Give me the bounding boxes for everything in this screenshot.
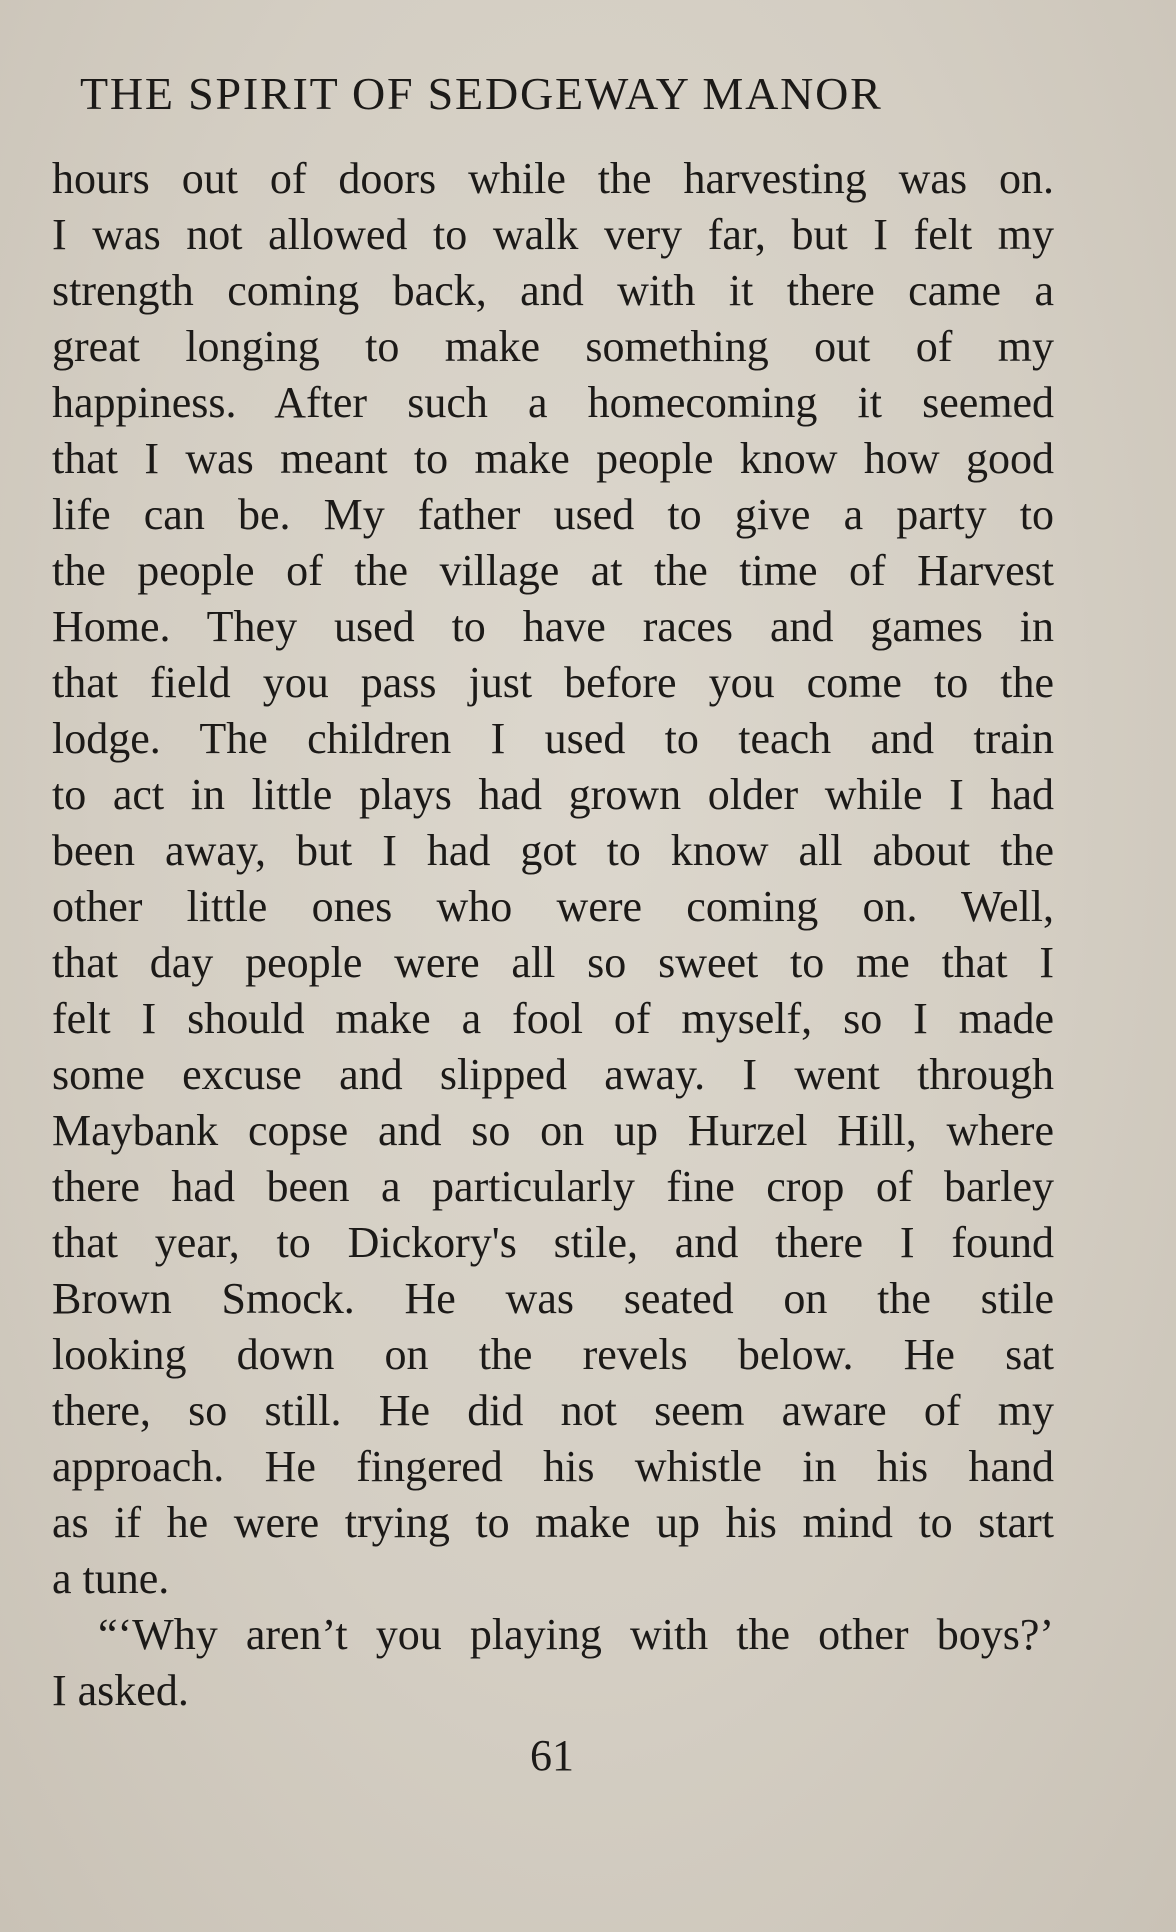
text-line: as if he were trying to make up his mind to start: [52, 1498, 1054, 1547]
text-line: felt I should make a fool of myself, so I made: [52, 994, 1054, 1043]
text-line: looking down on the revels below. He sat: [52, 1330, 1054, 1379]
text-line: that field you pass just before you come to the: [52, 658, 1054, 707]
text-line: been away, but I had got to know all about the: [52, 826, 1054, 875]
text-line: “‘Why aren’t you playing with the other boys?’: [98, 1610, 1054, 1659]
text-line: approach. He fingered his whistle in his hand: [52, 1442, 1054, 1491]
text-line: Brown Smock. He was seated on the stile: [52, 1274, 1054, 1323]
text-line: strength coming back, and with it there came a: [52, 266, 1054, 315]
page-number: 61: [530, 1731, 574, 1780]
text-line: the people of the village at the time of Harvest: [52, 546, 1054, 595]
text-line: I was not allowed to walk very far, but I felt my: [52, 210, 1054, 259]
text-line: that day people were all so sweet to me that I: [52, 938, 1054, 987]
text-line: to act in little plays had grown older while I had: [52, 770, 1054, 819]
text-line: that year, to Dickory's stile, and there I found: [52, 1218, 1054, 1267]
text-line: that I was meant to make people know how good: [52, 434, 1054, 483]
text-line: lodge. The children I used to teach and train: [52, 714, 1054, 763]
text-line: I asked.: [52, 1666, 189, 1715]
text-line: life can be. My father used to give a party to: [52, 490, 1054, 539]
text-line: great longing to make something out of my: [52, 322, 1054, 371]
text-line: Home. They used to have races and games in: [52, 602, 1054, 651]
text-line: some excuse and slipped away. I went through: [52, 1050, 1054, 1099]
text-line: there had been a particularly fine crop of barley: [52, 1162, 1054, 1211]
body-text: [52, 151, 1054, 1719]
text-line: a tune.: [52, 1554, 170, 1603]
text-line: Maybank copse and so on up Hurzel Hill, where: [52, 1106, 1054, 1155]
text-line: there, so still. He did not seem aware of my: [52, 1386, 1054, 1435]
text-line: happiness. After such a homecoming it seemed: [52, 378, 1054, 427]
text-line: hours out of doors while the harvesting was on.: [52, 154, 1054, 203]
text-line: other little ones who were coming on. Well,: [52, 882, 1054, 931]
running-head: THE SPIRIT OF SEDGEWAY MANOR: [80, 68, 883, 119]
